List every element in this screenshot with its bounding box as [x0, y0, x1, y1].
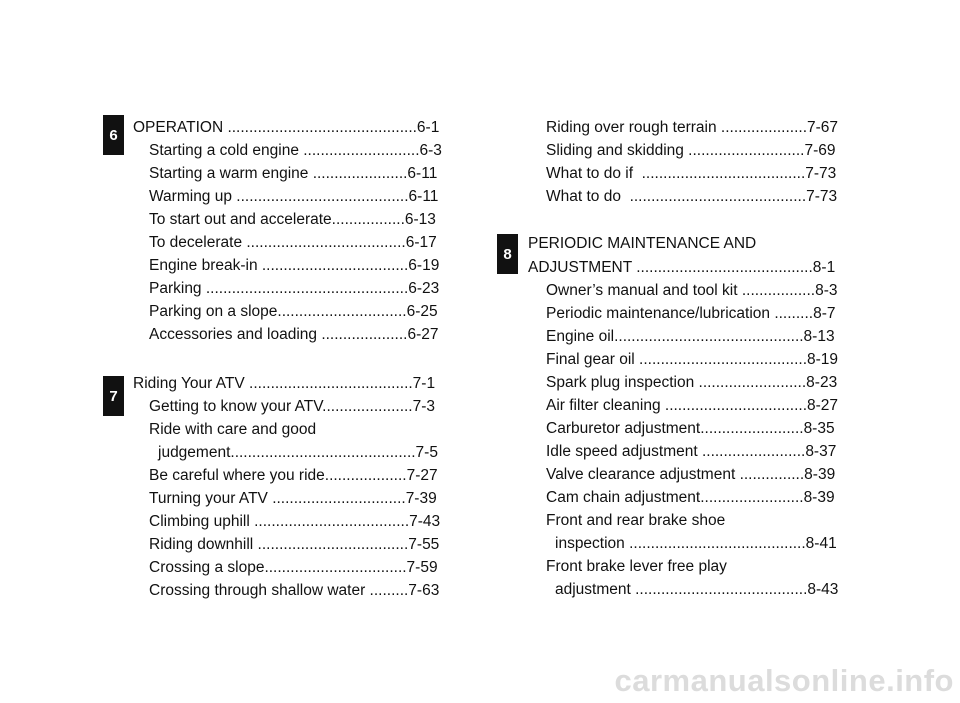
toc-entry[interactable]: Crossing a slope.................................7-59 [149, 559, 438, 576]
chapter-tab-6: 6 [103, 115, 124, 155]
toc-entry[interactable]: Idle speed adjustment ........................8-37 [546, 443, 837, 460]
toc-entry[interactable]: Warming up ........................................6-11 [149, 188, 439, 205]
toc-entry[interactable]: Riding over rough terrain ....................7-67 [546, 119, 839, 136]
watermark: carmanualsonline.info [614, 663, 954, 698]
toc-entry[interactable]: To decelerate .....................................6-17 [149, 234, 437, 251]
toc-entry[interactable]: What to do if ......................................7-73 [546, 165, 837, 182]
toc-entry[interactable]: Owner’s manual and tool kit .................8-3 [546, 282, 838, 299]
toc-entry[interactable]: Engine break-in ..................................6-19 [149, 257, 440, 274]
toc-chapter-riding[interactable]: Riding Your ATV ......................................7-1 [133, 375, 436, 392]
toc-entry-continuation[interactable]: inspection .........................................8-41 [555, 535, 837, 552]
toc-entry[interactable]: Turning your ATV ...............................7-39 [149, 490, 437, 507]
toc-entry[interactable]: Climbing uphill ....................................7-43 [149, 513, 441, 530]
toc-entry[interactable]: Ride with care and good [149, 421, 317, 438]
toc-entry[interactable]: Cam chain adjustment........................8-39 [546, 489, 835, 506]
toc-entry[interactable]: Be careful where you ride...................7-27 [149, 467, 438, 484]
toc-entry[interactable]: Spark plug inspection .........................8-23 [546, 374, 838, 391]
chapter-tab-8: 8 [497, 234, 518, 274]
toc-entry[interactable]: Crossing through shallow water .........7-63 [149, 582, 440, 599]
toc-entry[interactable]: Starting a cold engine ...........................6-3 [149, 142, 442, 159]
toc-entry[interactable]: Riding downhill ...................................7-55 [149, 536, 440, 553]
toc-entry[interactable]: Parking on a slope..............................6-25 [149, 303, 438, 320]
toc-entry[interactable]: Starting a warm engine ......................6-11 [149, 165, 438, 182]
toc-chapter-maintenance[interactable]: PERIODIC MAINTENANCE AND [528, 235, 757, 252]
toc-entry[interactable]: Engine oil............................................8-13 [546, 328, 835, 345]
toc-entry[interactable]: Valve clearance adjustment ...............8-39 [546, 466, 836, 483]
toc-chapter-maintenance-continuation[interactable]: ADJUSTMENT .........................................8-1 [528, 259, 836, 276]
chapter-tab-7: 7 [103, 376, 124, 416]
toc-entry[interactable]: Carburetor adjustment........................8-35 [546, 420, 835, 437]
toc-entry-continuation[interactable]: adjustment ........................................8-43 [555, 581, 839, 598]
toc-entry-continuation[interactable]: judgement...........................................7-5 [158, 444, 438, 461]
toc-entry[interactable]: Air filter cleaning .................................8-27 [546, 397, 839, 414]
toc-entry[interactable]: Front and rear brake shoe [546, 512, 726, 529]
toc-entry[interactable]: Periodic maintenance/lubrication .........8-7 [546, 305, 836, 322]
toc-entry[interactable]: Front brake lever free play [546, 558, 727, 575]
toc-entry[interactable]: Getting to know your ATV.....................7-3 [149, 398, 436, 415]
toc-entry[interactable]: Accessories and loading ....................6-27 [149, 326, 439, 343]
toc-entry[interactable]: Sliding and skidding ...........................7-69 [546, 142, 836, 159]
toc-entry[interactable]: To start out and accelerate.................6-13 [149, 211, 436, 228]
toc-entry[interactable]: What to do .........................................7-73 [546, 188, 838, 205]
toc-chapter-operation[interactable]: OPERATION ............................................6-1 [133, 119, 440, 136]
toc-entry[interactable]: Final gear oil .......................................8-19 [546, 351, 839, 368]
toc-entry[interactable]: Parking ...............................................6-23 [149, 280, 440, 297]
